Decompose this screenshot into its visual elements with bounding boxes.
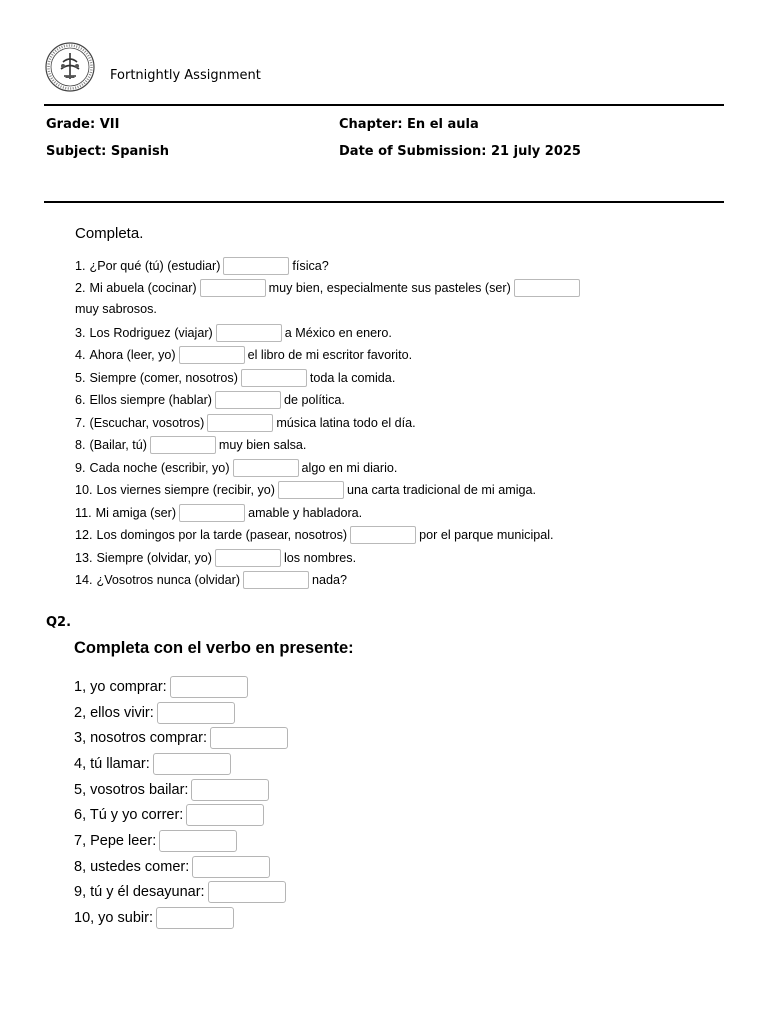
item-prompt: ¿Vosotros nunca (olvidar) xyxy=(96,573,241,587)
answer-field[interactable] xyxy=(156,907,234,929)
answer-field[interactable] xyxy=(179,504,245,522)
item-prompt: Siempre (olvidar, yo) xyxy=(96,551,212,565)
item-number: 2. xyxy=(75,281,86,295)
item-prompt: Siempre (comer, nosotros) xyxy=(89,371,238,385)
item-number: 5. xyxy=(75,371,86,385)
item-suffix: toda la comida. xyxy=(309,371,396,385)
item-number: 3. xyxy=(75,326,86,340)
item-prompt: Los viernes siempre (recibir, yo) xyxy=(96,483,275,497)
item-prompt: Ahora (leer, yo) xyxy=(89,348,176,362)
answer-field[interactable] xyxy=(191,779,269,801)
answer-field[interactable] xyxy=(243,571,309,589)
chapter-label: Chapter: En el aula xyxy=(339,117,479,132)
item-suffix: de política. xyxy=(284,393,345,407)
answer-field[interactable] xyxy=(278,481,344,499)
answer-field[interactable] xyxy=(192,856,270,878)
answer-field[interactable] xyxy=(215,549,281,567)
verb-item xyxy=(74,856,270,878)
exercise-item xyxy=(75,323,392,343)
item-suffix: muy bien, especialmente sus pasteles (ser) xyxy=(268,281,511,295)
answer-field[interactable] xyxy=(210,727,288,749)
item-number: 13. xyxy=(75,551,93,565)
item-prompt: Cada noche (escribir, yo) xyxy=(89,461,230,475)
section2-instruction: Completa con el verbo en presente: xyxy=(74,639,354,657)
item-prompt: (Escuchar, vosotros) xyxy=(89,416,205,430)
exercise-item xyxy=(75,390,345,410)
grade-label: Grade: VII xyxy=(46,117,120,132)
answer-field[interactable] xyxy=(179,346,245,364)
header-rule-top xyxy=(44,104,724,106)
exercise-item xyxy=(75,525,554,545)
answer-field[interactable] xyxy=(215,391,281,409)
verb-prompt: 5, vosotros bailar: xyxy=(74,782,189,798)
item-number: 7. xyxy=(75,416,86,430)
item-prompt: Mi amiga (ser) xyxy=(95,506,177,520)
answer-field[interactable] xyxy=(159,830,237,852)
subject-label: Subject: Spanish xyxy=(46,144,169,159)
item-prompt: Los Rodriguez (viajar) xyxy=(89,326,213,340)
exercise-item xyxy=(75,413,416,433)
question-2-label: Q2. xyxy=(46,615,72,630)
item-number: 12. xyxy=(75,528,93,542)
answer-field[interactable] xyxy=(208,881,286,903)
item-prompt: Los domingos por la tarde (pasear, nosotros) xyxy=(96,528,348,542)
answer-field[interactable] xyxy=(200,279,266,297)
document-title: Fortnightly Assignment xyxy=(110,68,261,83)
answer-field[interactable] xyxy=(186,804,264,826)
answer-field[interactable] xyxy=(223,257,289,275)
item-number: 1. xyxy=(75,259,86,273)
item-number: 11. xyxy=(75,506,92,520)
verb-item xyxy=(74,702,235,724)
verb-prompt: 1, yo comprar: xyxy=(74,679,167,695)
verb-item xyxy=(74,804,264,826)
item-number: 8. xyxy=(75,438,86,452)
exercise-item xyxy=(75,570,347,590)
verb-prompt: 4, tú llamar: xyxy=(74,756,150,772)
verb-item xyxy=(74,830,237,852)
answer-field[interactable] xyxy=(514,279,580,297)
exercise-item xyxy=(75,368,395,388)
verb-item xyxy=(74,881,286,903)
answer-field[interactable] xyxy=(233,459,299,477)
answer-field[interactable] xyxy=(170,676,248,698)
answer-field[interactable] xyxy=(153,753,231,775)
answer-field[interactable] xyxy=(216,324,282,342)
exercise-item xyxy=(75,278,583,298)
verb-item xyxy=(74,676,248,698)
school-logo xyxy=(43,42,97,92)
exercise-item xyxy=(75,345,412,365)
exercise-item xyxy=(75,458,397,478)
item-prompt: (Bailar, tú) xyxy=(89,438,147,452)
exercise-item xyxy=(75,480,536,500)
verb-item xyxy=(74,779,269,801)
submission-date-label: Date of Submission: 21 july 2025 xyxy=(339,144,581,159)
item-suffix: los nombres. xyxy=(284,551,357,565)
verb-item xyxy=(74,907,234,929)
answer-field[interactable] xyxy=(241,369,307,387)
item-number: 14. xyxy=(75,573,93,587)
item-prompt: Mi abuela (cocinar) xyxy=(89,281,197,295)
item-number: 9. xyxy=(75,461,86,475)
item-suffix: física? xyxy=(292,259,329,273)
item-suffix: el libro de mi escritor favorito. xyxy=(247,348,413,362)
header-rule-bottom xyxy=(44,201,724,203)
item-suffix: una carta tradicional de mi amiga. xyxy=(347,483,537,497)
exercise-item xyxy=(75,256,329,276)
item-number: 6. xyxy=(75,393,86,407)
item-suffix: a México en enero. xyxy=(284,326,392,340)
item-suffix: por el parque municipal. xyxy=(419,528,554,542)
exercise-item xyxy=(75,548,356,568)
item-prompt: ¿Por qué (tú) (estudiar) xyxy=(89,259,221,273)
item-suffix: amable y habladora. xyxy=(248,506,363,520)
item-number: 10. xyxy=(75,483,93,497)
item-suffix: música latina todo el día. xyxy=(276,416,416,430)
verb-prompt: 7, Pepe leer: xyxy=(74,833,157,849)
verb-prompt: 8, ustedes comer: xyxy=(74,859,190,875)
answer-field[interactable] xyxy=(207,414,273,432)
answer-field[interactable] xyxy=(157,702,235,724)
verb-prompt: 9, tú y él desayunar: xyxy=(74,884,205,900)
verb-prompt: 6, Tú y yo correr: xyxy=(74,807,184,823)
verb-prompt: 2, ellos vivir: xyxy=(74,705,154,721)
answer-field[interactable] xyxy=(150,436,216,454)
item-suffix: muy bien salsa. xyxy=(218,438,307,452)
answer-field[interactable] xyxy=(350,526,416,544)
item-suffix: algo en mi diario. xyxy=(301,461,398,475)
verb-prompt: 3, nosotros comprar: xyxy=(74,730,207,746)
item-continuation: muy sabrosos. xyxy=(75,302,157,316)
verb-prompt: 10, yo subir: xyxy=(74,910,153,926)
verb-item xyxy=(74,753,231,775)
item-prompt: Ellos siempre (hablar) xyxy=(89,393,212,407)
exercise-item xyxy=(75,503,362,523)
item-number: 4. xyxy=(75,348,86,362)
verb-item xyxy=(74,727,288,749)
item-suffix: nada? xyxy=(312,573,348,587)
section1-instruction: Completa. xyxy=(75,225,144,242)
exercise-item xyxy=(75,435,306,455)
